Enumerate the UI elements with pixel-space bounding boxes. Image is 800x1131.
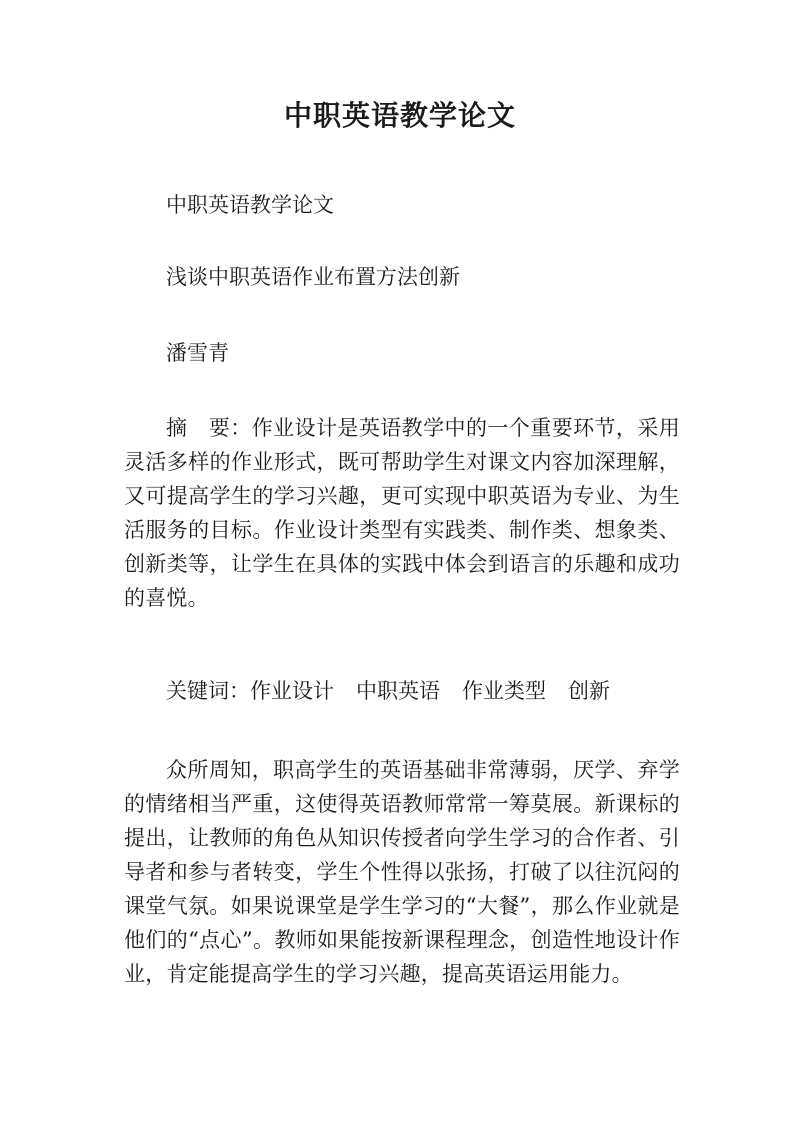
keyword-item: 作业设计 <box>250 679 334 703</box>
keyword-item: 作业类型 <box>462 679 546 703</box>
author-name: 潘雪青 <box>166 341 229 365</box>
keywords-label: 关键词： <box>166 679 250 703</box>
keyword-item: 中职英语 <box>356 679 440 703</box>
keyword-item: 创新 <box>568 679 610 703</box>
document-title: 中职英语教学论文 <box>283 99 516 132</box>
abstract-paragraph: 摘 要：作业设计是英语教学中的一个重要环节，采用灵活多样的作业形式，既可帮助学生对课文内容加深理解，又可提高学生的学习兴趣，更可实现中职英语为专业、为生活服务的目标。作业设计类型有实践类、制作类、想象类、创新类等，让学生在具体的实践中体会到语言的乐趣和成功的喜悦。 <box>124 416 680 610</box>
body-paragraph: 众所周知，职高学生的英语基础非常薄弱，厌学、弃学的情绪相当严重，这使得英语教师常常一筹莫展。新课标的提出，让教师的角色从知识传授者向学生学习的合作者、引导者和参与者转变，学生个性得以张扬，打破了以往沉闷的课堂气氛。如果说课堂是学生学习的“大餐”，那么作业就是他们的“点心”。教师如果能按新课程理念，创造性地设计作业，肯定能提高学生的学习兴趣，提高英语运用能力。 <box>124 758 680 986</box>
paper-subtitle: 中职英语教学论文 <box>166 193 334 217</box>
article-title: 浅谈中职英语作业布置方法创新 <box>166 265 460 289</box>
keywords-line <box>124 676 726 706</box>
